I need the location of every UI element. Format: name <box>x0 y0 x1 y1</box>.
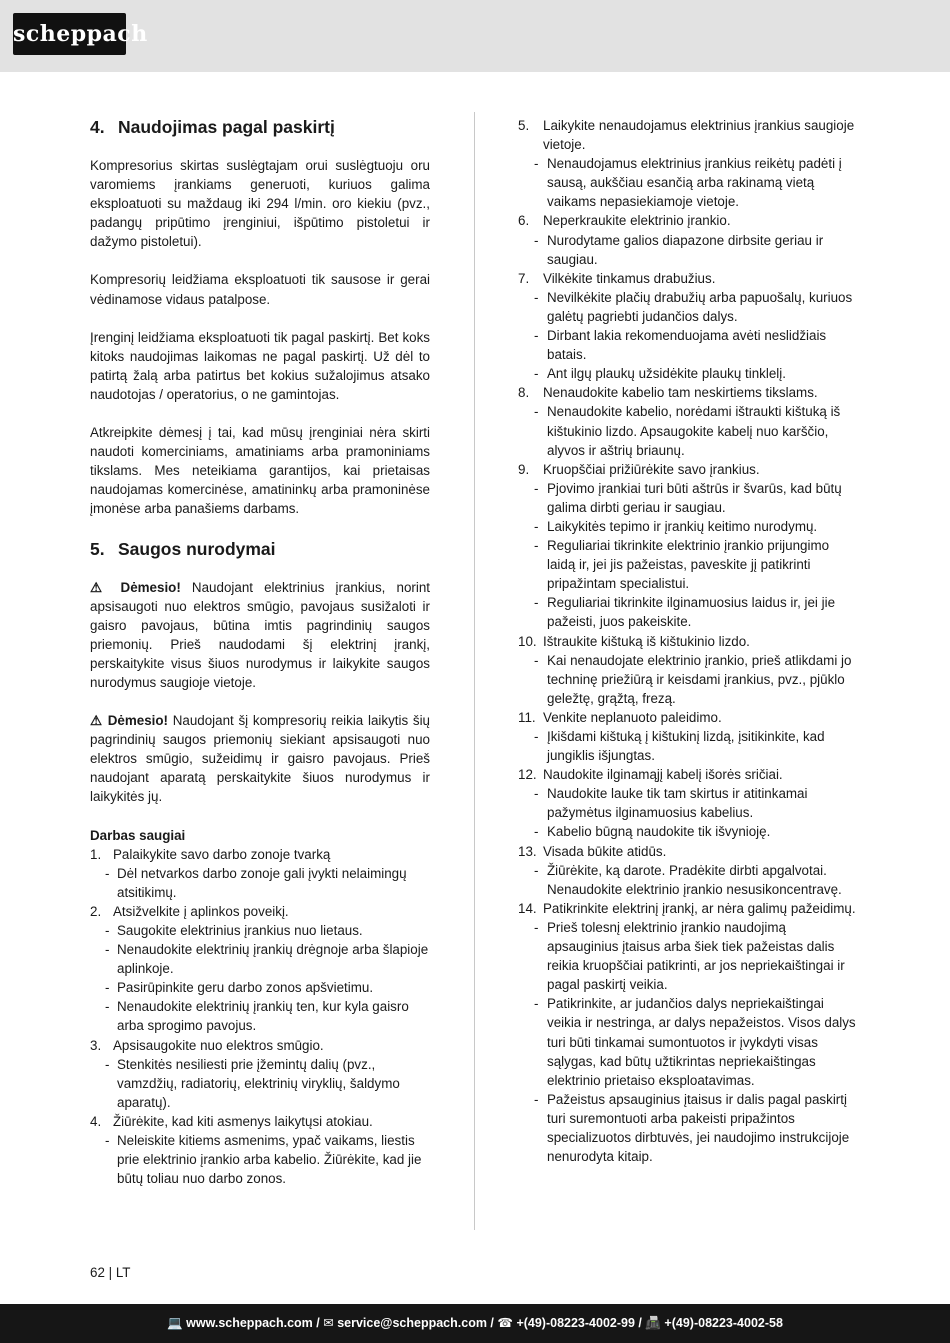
list-subitem: - Reguliariai tikrinkite ilginamuosius laidus ir, jei jie pažeisti, juos pakeiskite. <box>518 593 861 631</box>
page-number: 62 | LT <box>90 1265 131 1280</box>
footer-contact: 💻 www.scheppach.com / ✉ service@scheppach.com / ☎ +(49)-08223-4002-99 / 📠 +(49)-08223-4002-58 <box>0 1304 950 1343</box>
list-item-number: 5. <box>518 118 530 133</box>
list-subitem: - Dirbant lakia rekomenduojama avėti neslidžiais batais. <box>518 326 861 364</box>
list-subitem: - Nenaudojamus elektrinius įrankius reikėtų padėti į sausą, aukščiau esančią arba rakinamą vietą vaikams nepasiekiamoje vietoje. <box>518 154 861 211</box>
warning-icon-label: ⚠ Dėmesio! <box>90 713 168 729</box>
list-subitem: - Saugokite elektrinius įrankius nuo lietaus. <box>90 921 430 940</box>
list-item <box>518 383 861 402</box>
website-link[interactable]: www.scheppach.com <box>186 1316 313 1330</box>
list-subitem: - Reguliariai tikrinkite elektrinio įrankio prijungimo laidą ir, jei jis pažeistas, paveskite jį patikrinti pripažintam specialistui. <box>518 536 861 593</box>
paragraph-liability: Įrenginį leidžiama eksploatuoti tik pagal paskirtį. Bet koks kitoks naudojimas laikomas ne pagal paskirtį. Už dėl to patirtą žalą arba patirtus bet kokius sužalojimus atsako naudotojas / operatorius, o ne gamintojas. <box>90 329 430 402</box>
left-column <box>90 116 430 1188</box>
list-item <box>518 116 861 154</box>
list-item-number: 8. <box>518 385 530 401</box>
list-item-title: Naudokite ilginamąjį kabelį išorės sričiai. <box>543 767 783 783</box>
list-subitem: - Pažeistus apsauginius įtaisus ir dalis pagal paskirtį turi suremontuoti arba pakeisti pripažintos specializuotos dirbtuvės, jei naudojimo instrukcijoje nenurodyta kitaip. <box>518 1090 861 1166</box>
list-subitem: - Nenaudokite elektrinių įrankių drėgnoje arba šlapioje aplinkoje. <box>90 940 430 978</box>
list-item-number: 13. <box>518 843 537 859</box>
list-subitem: - Kabelio būgną naudokite tik išvynioję. <box>518 822 861 841</box>
paragraph-indoor: Kompresorių leidžiama eksploatuoti tik sausose ir gerai vėdinamose vidaus patalpose. <box>90 272 430 307</box>
work-safely-heading: Darbas saugiai <box>90 827 186 843</box>
list-subitem: - Pjovimo įrankiai turi būti aštrūs ir švarūs, kad būtų galima dirbti geriau ir saugiau. <box>518 479 861 517</box>
list-item-number: 7. <box>518 270 530 286</box>
list-item <box>518 842 861 861</box>
fax-icon: 📠 <box>645 1316 661 1330</box>
list-item-title: Laikykite nenaudojamus elektrinius įrankius saugioje vietoje. <box>543 118 855 153</box>
list-item <box>518 899 861 918</box>
list-item <box>518 708 861 727</box>
paragraph-purpose: Kompresorius skirtas suslėgtajam orui suslėgtuoju oru varomiems įrankiams generuoti, kuriuos galima eksploatuoti su maždaug iki 294 l/min. oro kiekiu (pvz., padangų pripūtimo įrenginiui, išpūtimo pistoletui ir dažymo pistoletui). <box>90 158 430 250</box>
fax-number: +(49)-08223-4002-58 <box>664 1316 783 1330</box>
list-item-title: Kruopščiai prižiūrėkite savo įrankius. <box>543 461 760 477</box>
list-subitem: - Neleiskite kitiems asmenims, ypač vaikams, liestis prie elektrinio įrankio arba kabelio. Žiūrėkite, kad jie būtų toliau nuo darbo zonos. <box>90 1131 430 1188</box>
list-item-title: Atsižvelkite į aplinkos poveikį. <box>113 903 289 919</box>
list-item <box>518 765 861 784</box>
list-item-title: Vilkėkite tinkamus drabužius. <box>543 270 716 286</box>
list-subitem: - Nenaudokite elektrinių įrankių ten, kur kyla gaisro arba sprogimo pavojus. <box>90 997 430 1035</box>
list-subitem: - Prieš tolesnį elektrinio įrankio naudojimą apsauginius įtaisus arba šiek tiek pažeistas dalis reikia kruopščiai patikrinti, ar jos nepriekaištingai ir pagal paskirtį veikia. <box>518 918 861 994</box>
list-item <box>518 460 861 479</box>
list-item-title: Patikrinkite elektrinį įrankį, ar nėra galimų pažeidimų. <box>543 900 856 916</box>
right-column <box>518 116 861 1166</box>
list-subitem: - Dėl netvarkos darbo zonoje gali įvykti nelaimingų atsitikimų. <box>90 864 430 902</box>
safety-list-left <box>90 845 430 1189</box>
list-subitem: - Nevilkėkite plačių drabužių arba papuošalų, kuriuos galėtų pagriebti judančios dalys. <box>518 288 861 326</box>
paragraph-commercial: Atkreipkite dėmesį į tai, kad mūsų įrenginiai nėra skirti naudoti komerciniams, amatiniams arba pramoniniams tikslams. Mes neteikiama garantijos, kai prietaisas naudojamas komercinėse, amatininkų arba pramoninėse įmonėse arba panašiems darbams. <box>90 425 430 517</box>
column-divider <box>474 112 475 1230</box>
list-subitem: - Kai nenaudojate elektrinio įrankio, prieš atlikdami jo techninę priežiūrą ir keisdami įrankius, pvz., pjūklo geležtę, grąžtą, frezą. <box>518 651 861 708</box>
list-item-title: Neperkraukite elektrinio įrankio. <box>543 213 731 229</box>
warning-1: ⚠ Dėmesio! Naudojant elektrinius įrankius, norint apsisaugoti nuo elektros smūgio, pavojaus susižaloti ir gaisro pavojaus, būtina imtis pagrindinių saugos priemonių. Prieš naudodami šį elektrinį įrankį, perskaitykite visus šiuos nurodymus ir laikykite saugos nurodymus saugioje vietoje. <box>90 579 430 690</box>
email-link[interactable]: service@scheppach.com <box>337 1316 487 1330</box>
list-subitem: - Naudokite lauke tik tam skirtus ir atitinkamai pažymėtus ilginamuosius kabelius. <box>518 784 861 822</box>
list-subitem: - Stenkitės nesiliesti prie įžemintų dalių (pvz., vamzdžių, radiatorių, elektrinių viryklių, šaldymo aparatų). <box>90 1055 430 1112</box>
warning-2: ⚠ Dėmesio! Naudojant šį kompresorių reikia laikytis šių pagrindinių saugos priemonių siekiant apsisaugoti nuo elektros smūgio, sužeidimų ir gaisro pavojaus. Prieš naudojant aparatą perskaitykite šiuos nurodymus ir laikykitės jų. <box>90 713 430 805</box>
list-item-title: Palaikykite savo darbo zonoje tvarką <box>113 846 331 862</box>
list-item-number: 6. <box>518 213 530 229</box>
list-subitem: - Laikykitės tepimo ir įrankių keitimo nurodymų. <box>518 517 861 536</box>
computer-icon: 💻 <box>167 1316 183 1330</box>
list-item <box>518 269 861 288</box>
list-item <box>90 845 430 864</box>
list-item <box>518 211 861 230</box>
safety-list-right <box>518 116 861 1166</box>
list-item-title: Ištraukite kištuką iš kištukinio lizdo. <box>543 633 750 649</box>
list-subitem: - Nurodytame galios diapazone dirbsite geriau ir saugiau. <box>518 231 861 269</box>
list-item <box>90 902 430 921</box>
warning-icon-label: ⚠ Dėmesio! <box>90 579 181 595</box>
mail-icon: ✉ <box>323 1316 334 1330</box>
list-item-number: 12. <box>518 767 537 783</box>
list-item-number: 10. <box>518 633 537 649</box>
list-subitem: - Įkišdami kištuką į kištukinį lizdą, įsitikinkite, kad jungiklis išjungtas. <box>518 727 861 765</box>
list-item-title: Apsisaugokite nuo elektros smūgio. <box>113 1037 324 1053</box>
list-item-number: 1. <box>90 846 102 862</box>
list-item-title: Nenaudokite kabelio tam neskirtiems tikslams. <box>543 385 818 401</box>
list-item-number: 3. <box>90 1037 102 1053</box>
page-header <box>0 0 950 72</box>
list-item-title: Venkite neplanuoto paleidimo. <box>543 709 722 725</box>
list-subitem: - Žiūrėkite, ką darote. Pradėkite dirbti apgalvotai. Nenaudokite elektrinio įrankio nesusikoncentravę. <box>518 861 861 899</box>
list-item <box>90 1036 430 1055</box>
list-item-number: 14. <box>518 900 537 916</box>
list-item-number: 9. <box>518 461 530 477</box>
list-item-number: 2. <box>90 903 102 919</box>
section-4-heading: 4. Naudojimas pagal paskirtį <box>90 117 335 137</box>
list-item <box>90 1112 430 1131</box>
phone-number: +(49)-08223-4002-99 <box>516 1316 635 1330</box>
list-item-title: Visada būkite atidūs. <box>543 843 667 859</box>
list-item-title: Žiūrėkite, kad kiti asmenys laikytųsi atokiau. <box>113 1113 373 1129</box>
scheppach-logo: scheppach <box>13 13 126 55</box>
list-item <box>518 632 861 651</box>
section-5-heading: 5. Saugos nurodymai <box>90 538 276 559</box>
list-item-number: 4. <box>90 1113 102 1129</box>
list-subitem: - Nenaudokite kabelio, norėdami ištraukti kištuką iš kištukinio lizdo. Apsaugokite kabelį nuo karščio, alyvos ir aštrių briaunų. <box>518 402 861 459</box>
list-subitem: - Pasirūpinkite geru darbo zonos apšvietimu. <box>90 978 430 997</box>
list-subitem: - Ant ilgų plaukų užsidėkite plaukų tinklelį. <box>518 364 861 383</box>
list-subitem: - Patikrinkite, ar judančios dalys nepriekaištingai veikia ir nestringa, ar dalys nepažeistos. Visos dalys turi būti tinkamai sumontuotos ir įvykdyti visas sąlygas, kad būtų užtikrintas nepriekaištingas elektrinio prietaiso eksploatavimas. <box>518 994 861 1089</box>
phone-icon: ☎ <box>497 1316 513 1330</box>
list-item-number: 11. <box>518 709 536 725</box>
